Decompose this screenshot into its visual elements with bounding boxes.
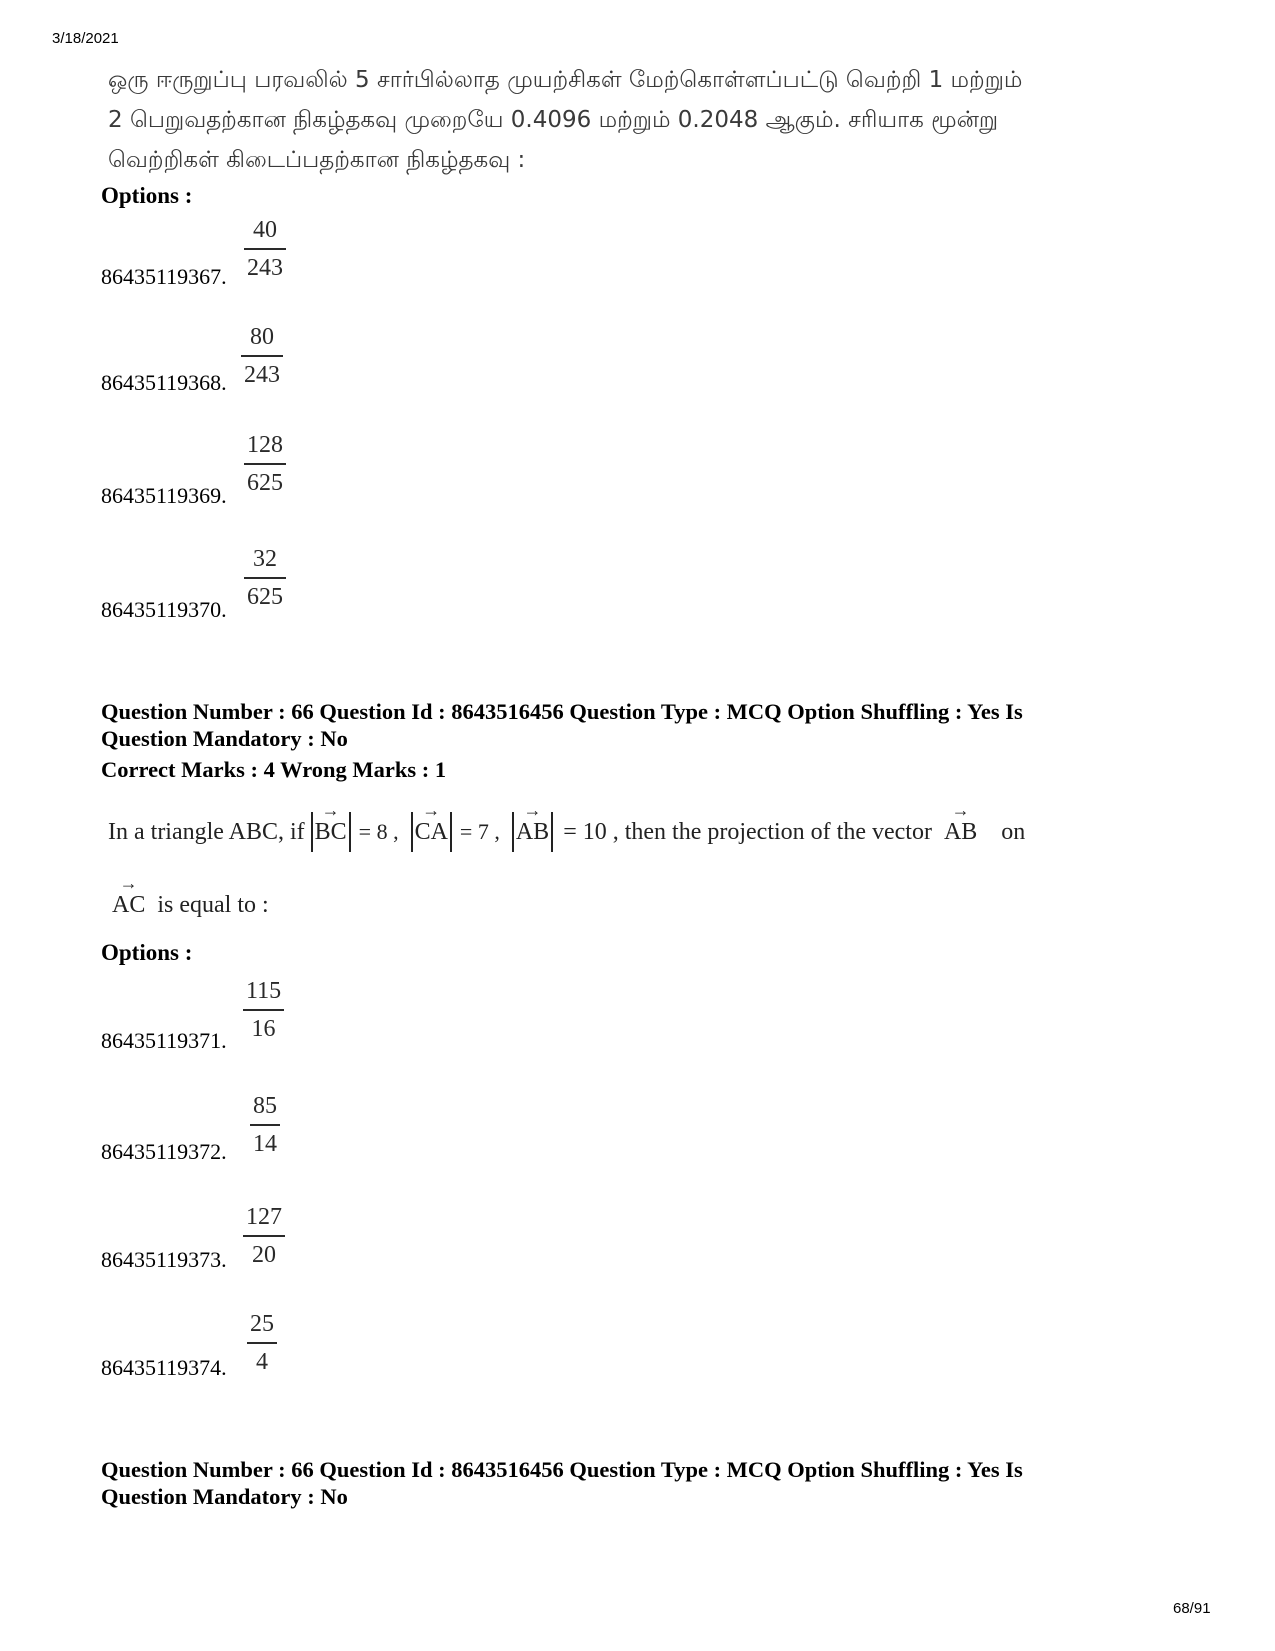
print-date: 3/18/2021 [52, 30, 119, 47]
fraction-bar [243, 1235, 285, 1237]
fraction-denominator: 20 [252, 1242, 276, 1268]
abs-bar [512, 812, 514, 852]
option-fraction [244, 543, 286, 613]
vector-bc [314, 799, 347, 846]
fraction-bar [243, 1009, 284, 1011]
option-fraction [244, 214, 286, 284]
question-meta [101, 1456, 1181, 1510]
question-meta-line: Question Mandatory : No [101, 726, 348, 751]
question-text-continued [112, 873, 269, 919]
option-id: 86435119369. [101, 483, 227, 508]
fraction-denominator: 625 [247, 470, 283, 496]
vector-ac [112, 873, 146, 919]
question-line: ஒரு ஈருறுப்பு பரவலில் 5 சார்பில்லாத முயற்சிகள் மேற்கொள்ளப்பட்டு வெற்றி 1 மற்றும் [108, 67, 1023, 93]
question-text-part: is equal to : [157, 892, 269, 918]
fraction-numerator: 25 [250, 1311, 274, 1337]
option-fraction [241, 321, 283, 391]
fraction-numerator: 128 [247, 432, 283, 458]
fraction-bar [247, 1342, 277, 1344]
abs-bar [349, 812, 351, 852]
fraction-denominator: 16 [251, 1016, 276, 1042]
fraction-bar [244, 248, 286, 250]
fraction-bar [250, 1124, 280, 1126]
question-meta-line: Question Number : 66 Question Id : 8643516456 Question Type : MCQ Option Shuffling : Yes Is [101, 1457, 1023, 1482]
vector-arrow-icon: → [119, 873, 138, 893]
fraction-numerator: 32 [253, 546, 277, 572]
option-fraction [250, 1090, 280, 1160]
option-id: 86435119367. [101, 264, 227, 289]
fraction-numerator: 115 [246, 978, 282, 1004]
fraction-denominator: 625 [247, 584, 283, 610]
question-meta-line: Question Mandatory : No [101, 1484, 348, 1509]
option-id: 86435119372. [101, 1139, 227, 1164]
fraction-numerator: 80 [250, 324, 274, 350]
option-fraction [243, 975, 284, 1045]
option-id: 86435119370. [101, 597, 227, 622]
question-text-tamil [108, 60, 1173, 180]
option-id: 86435119371. [101, 1028, 227, 1053]
abs-bar [411, 812, 413, 852]
vector-ca [414, 799, 448, 846]
fraction-bar [244, 463, 286, 465]
question-marks: Correct Marks : 4 Wrong Marks : 1 [101, 757, 447, 782]
fraction-bar [244, 577, 286, 579]
fraction-denominator: 243 [244, 362, 280, 388]
question-meta-line: Question Number : 66 Question Id : 8643516456 Question Type : MCQ Option Shuffling : Yes Is [101, 699, 1023, 724]
vector-label: AB [943, 818, 978, 845]
question-meta [101, 698, 1181, 752]
question-text-part: = 7 , [459, 819, 500, 844]
abs-bar [551, 812, 553, 852]
question-text-part: In a triangle ABC, if [108, 818, 305, 845]
fraction-denominator: 243 [247, 255, 283, 281]
vector-label: AC [112, 892, 146, 918]
abs-bar [450, 812, 452, 852]
vector-label: AB [515, 818, 550, 845]
page-number: 68/91 [1173, 1600, 1211, 1617]
option-fraction [247, 1308, 277, 1378]
fraction-denominator: 14 [253, 1131, 277, 1157]
vector-arrow-icon: → [422, 799, 441, 820]
fraction-denominator: 4 [256, 1349, 268, 1375]
option-fraction [244, 429, 286, 499]
vector-ab [515, 799, 550, 846]
question-text-part: = 10 , then the projection of the vector [563, 818, 932, 845]
option-fraction [243, 1201, 285, 1271]
question-text-part: = 8 , [358, 819, 399, 844]
vector-arrow-icon: → [951, 799, 970, 820]
option-id: 86435119368. [101, 370, 227, 395]
options-label: Options : [101, 183, 193, 208]
question-text-part: on [1001, 818, 1026, 845]
fraction-numerator: 127 [246, 1204, 282, 1230]
vector-label: BC [314, 818, 347, 845]
vector-ab [943, 799, 978, 846]
question-line: வெற்றிகள் கிடைப்பதற்கான நிகழ்தகவு : [108, 147, 526, 173]
fraction-bar [241, 355, 283, 357]
question-text [108, 799, 1178, 852]
abs-bar [311, 812, 313, 852]
options-label: Options : [101, 940, 193, 965]
option-id: 86435119373. [101, 1247, 227, 1272]
fraction-numerator: 85 [253, 1093, 277, 1119]
vector-label: CA [414, 818, 448, 845]
vector-arrow-icon: → [523, 799, 542, 820]
question-line: 2 பெறுவதற்கான நிகழ்தகவு முறையே 0.4096 மற்றும் 0.2048 ஆகும். சரியாக மூன்று [108, 107, 999, 133]
fraction-numerator: 40 [253, 217, 277, 243]
option-id: 86435119374. [101, 1355, 227, 1380]
vector-arrow-icon: → [321, 799, 340, 820]
